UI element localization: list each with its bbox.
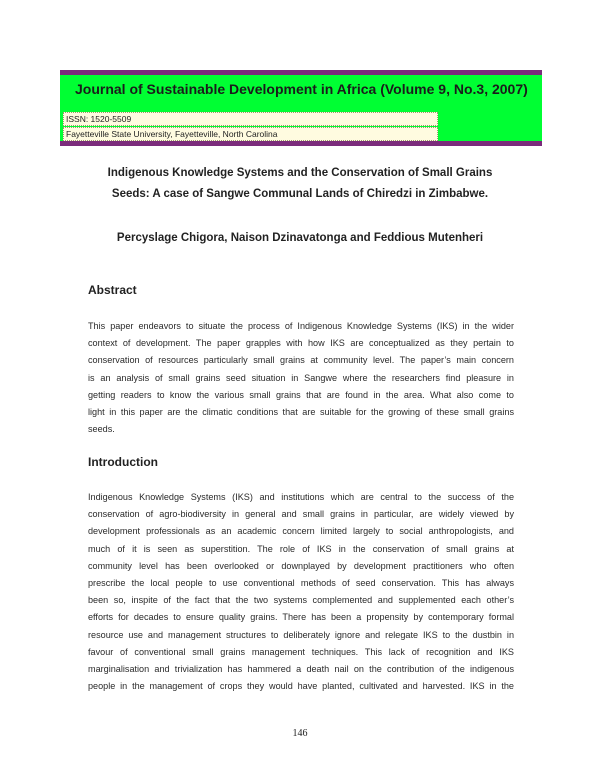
introduction-line: much of it is seen as superstition. The role of IKS in the conservation of small grains at xyxy=(88,543,514,554)
article-authors: Percyslage Chigora, Naison Dzinavatonga and Feddious Mutenheri xyxy=(116,232,484,244)
article-title-line-1: Indigenous Knowledge Systems and the Conservation of Small Grains xyxy=(107,167,493,179)
abstract-paragraph xyxy=(88,318,514,438)
introduction-line: prescribe the local people to use conventional methods of seed conservation. This has always xyxy=(88,577,514,588)
introduction-line: efforts for decades to ensure quality grains. There has been a propensity by contemporary formal xyxy=(88,612,514,623)
introduction-line: people in the management of crops they would have planted, cultivated and harvested. IKS in the xyxy=(88,681,514,692)
abstract-line: This paper endeavors to situate the process of Indigenous Knowledge Systems (IKS) in the wider xyxy=(88,321,514,331)
introduction-line: conservation of agro-biodiversity in general and small grains in particular, are widely viewed by xyxy=(88,509,514,520)
introduction-line: resource use and management structures to deliberately ignore and relegate IKS to the dustbin in xyxy=(88,629,514,640)
issn-field: ISSN: 1520-5509 xyxy=(63,112,438,126)
abstract-line: seeds. xyxy=(88,424,115,435)
page-number: 146 xyxy=(292,728,308,739)
introduction-line: been so, inspite of the fact that the two systems complemented and supplemented each other’s xyxy=(88,595,514,606)
abstract-line: light in this paper are the climatic conditions that are suitable for the growing of these small grains xyxy=(88,406,514,417)
introduction-heading: Introduction xyxy=(88,455,158,469)
introduction-line: Indigenous Knowledge Systems (IKS) and institutions which are central to the success of the xyxy=(88,492,514,502)
introduction-line: favour of conventional small grains management techniques. This lack of recognition and IKS xyxy=(88,646,514,657)
university-field: Fayetteville State University, Fayetteville, North Carolina xyxy=(63,127,438,141)
introduction-line: marginalisation and trivialization has hammered a death nail on the contribution of the indigenous xyxy=(88,663,514,674)
abstract-line: conservation of resources particularly small grains at community level. The paper’s main concern xyxy=(88,355,514,366)
introduction-paragraph xyxy=(88,489,514,695)
introduction-line: development professionals as an academic concern limited largely to social anthropologists, and xyxy=(88,526,514,537)
journal-banner xyxy=(60,70,542,146)
article-title-line-2: Seeds: A case of Sangwe Communal Lands of Chiredzi in Zimbabwe. xyxy=(111,188,489,200)
introduction-line: community level has been overlooked or downplayed by development practitioners who often xyxy=(88,560,514,571)
abstract-line: context of development. The paper grapples with how IKS are conceptualized as they pertain to xyxy=(88,338,514,349)
abstract-heading: Abstract xyxy=(88,283,137,297)
abstract-line: is an analysis of small grains seed situation in Sangwe where the researchers find pleasure in xyxy=(88,372,514,383)
abstract-line: getting readers to know the various small grains that are found in the area. What also come to xyxy=(88,389,514,400)
journal-title: Journal of Sustainable Development in Africa (Volume 9, No.3, 2007) xyxy=(75,81,528,97)
